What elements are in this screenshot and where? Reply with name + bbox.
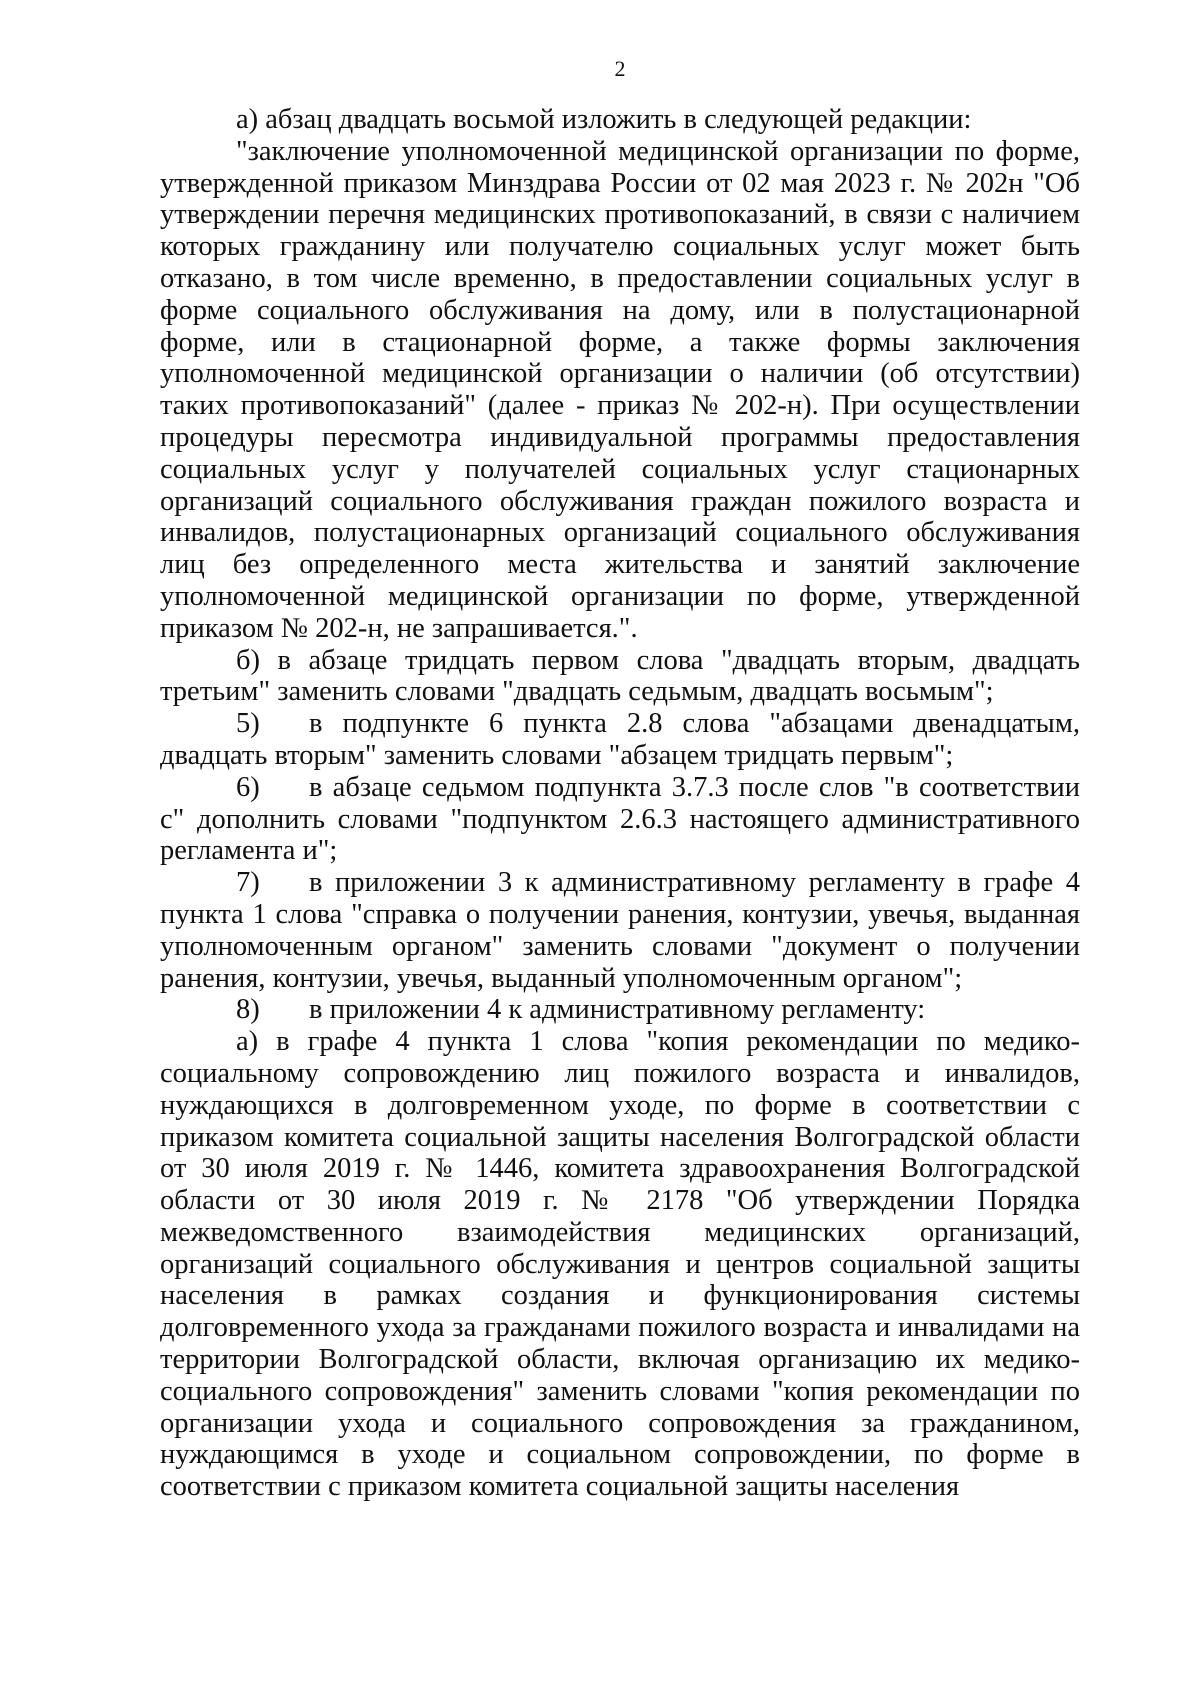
- paragraph-quoted-text: "заключение уполномоченной медицинской организации по форме, утвержденной приказом Минздрава России от 02 мая 2023 г. № 202н "Об утверждении перечня медицинских противопоказаний, в связи с наличием которых гражданину или получателю социальных услуг может быть отказано, в том числе временно, в предоставлении социальных услуг в форме социального обслуживания на дому, или в полустационарной форме, или в стационарной форме, а также формы заключения уполномоченной медицинской организации о наличии (об отсутствии) таких противопоказаний" (далее - приказ № 202-н). При осуществлении процедуры пересмотра индивидуальной программы предоставления социальных услуг у получателей социальных услуг стационарных организаций социального обслуживания граждан пожилого возраста и инвалидов, полустационарных организаций социального обслуживания лиц без определенного места жительства и занятий заключение уполномоченной медицинской организации по форме, утвержденной приказом № 202-н, не запрашивается.".: [160, 135, 1080, 644]
- page-number: 2: [614, 56, 626, 81]
- item-text: в абзаце седьмом подпункта 3.7.3 после слов "в соответствии с" дополнить словами "подпунктом 2.6.3 настоящего административного регламента и";: [160, 771, 1080, 867]
- item-number: 8): [236, 994, 260, 1026]
- paragraph-a-final: а) в графе 4 пункта 1 слова "копия рекомендации по медико-социальному сопровождению лиц пожилого возраста и инвалидов, нуждающихся в долговременном уходе, по форме в соответствии с приказом комитета социальной защиты населения Волгоградской области от 30 июля 2019 г. № 1446, комитета здравоохранения Волгоградской области от 30 июля 2019 г. № 2178 "Об утверждении Порядка межведомственного взаимодействия медицинских организаций, организаций социального обслуживания и центров социальной защиты населения в рамках создания и функционирования системы долговременного ухода за гражданами пожилого возраста и инвалидами на территории Волгоградской области, включая организацию их медико-социального сопровождения" заменить словами "копия рекомендации по организации ухода и социального сопровождения за гражданином, нуждающимся в уходе и социальном сопровождении, по форме в соответствии с приказом комитета социальной защиты населения: [160, 1026, 1080, 1503]
- paragraph-b: б) в абзаце тридцать первом слова "двадцать вторым, двадцать третьим" заменить словами "двадцать седьмым, двадцать восьмым";: [160, 644, 1080, 708]
- item-text: в приложении 3 к административному регламенту в графе 4 пункта 1 слова "справка о получении ранения, контузии, увечья, выданная уполномоченным органом" заменить словами "документ о получении ранения, контузии, увечья, выданный уполномоченным органом";: [160, 867, 1080, 994]
- paragraph-a-intro: а) абзац двадцать восьмой изложить в следующей редакции:: [236, 104, 972, 135]
- numbered-item-5: [160, 708, 1080, 772]
- item-number: 6): [236, 771, 260, 803]
- numbered-item-7: [160, 867, 1080, 994]
- numbered-item-8: [160, 994, 1080, 1026]
- numbered-item-6: [160, 772, 1080, 867]
- document-body: [160, 104, 1080, 1503]
- item-number: 7): [236, 867, 260, 899]
- item-number: 5): [236, 708, 260, 740]
- item-text: в подпункте 6 пункта 2.8 слова "абзацами двенадцатым, двадцать вторым" заменить словами "абзацем тридцать первым";: [160, 708, 1080, 771]
- item-text: в приложении 4 к административному регламенту:: [309, 994, 926, 1026]
